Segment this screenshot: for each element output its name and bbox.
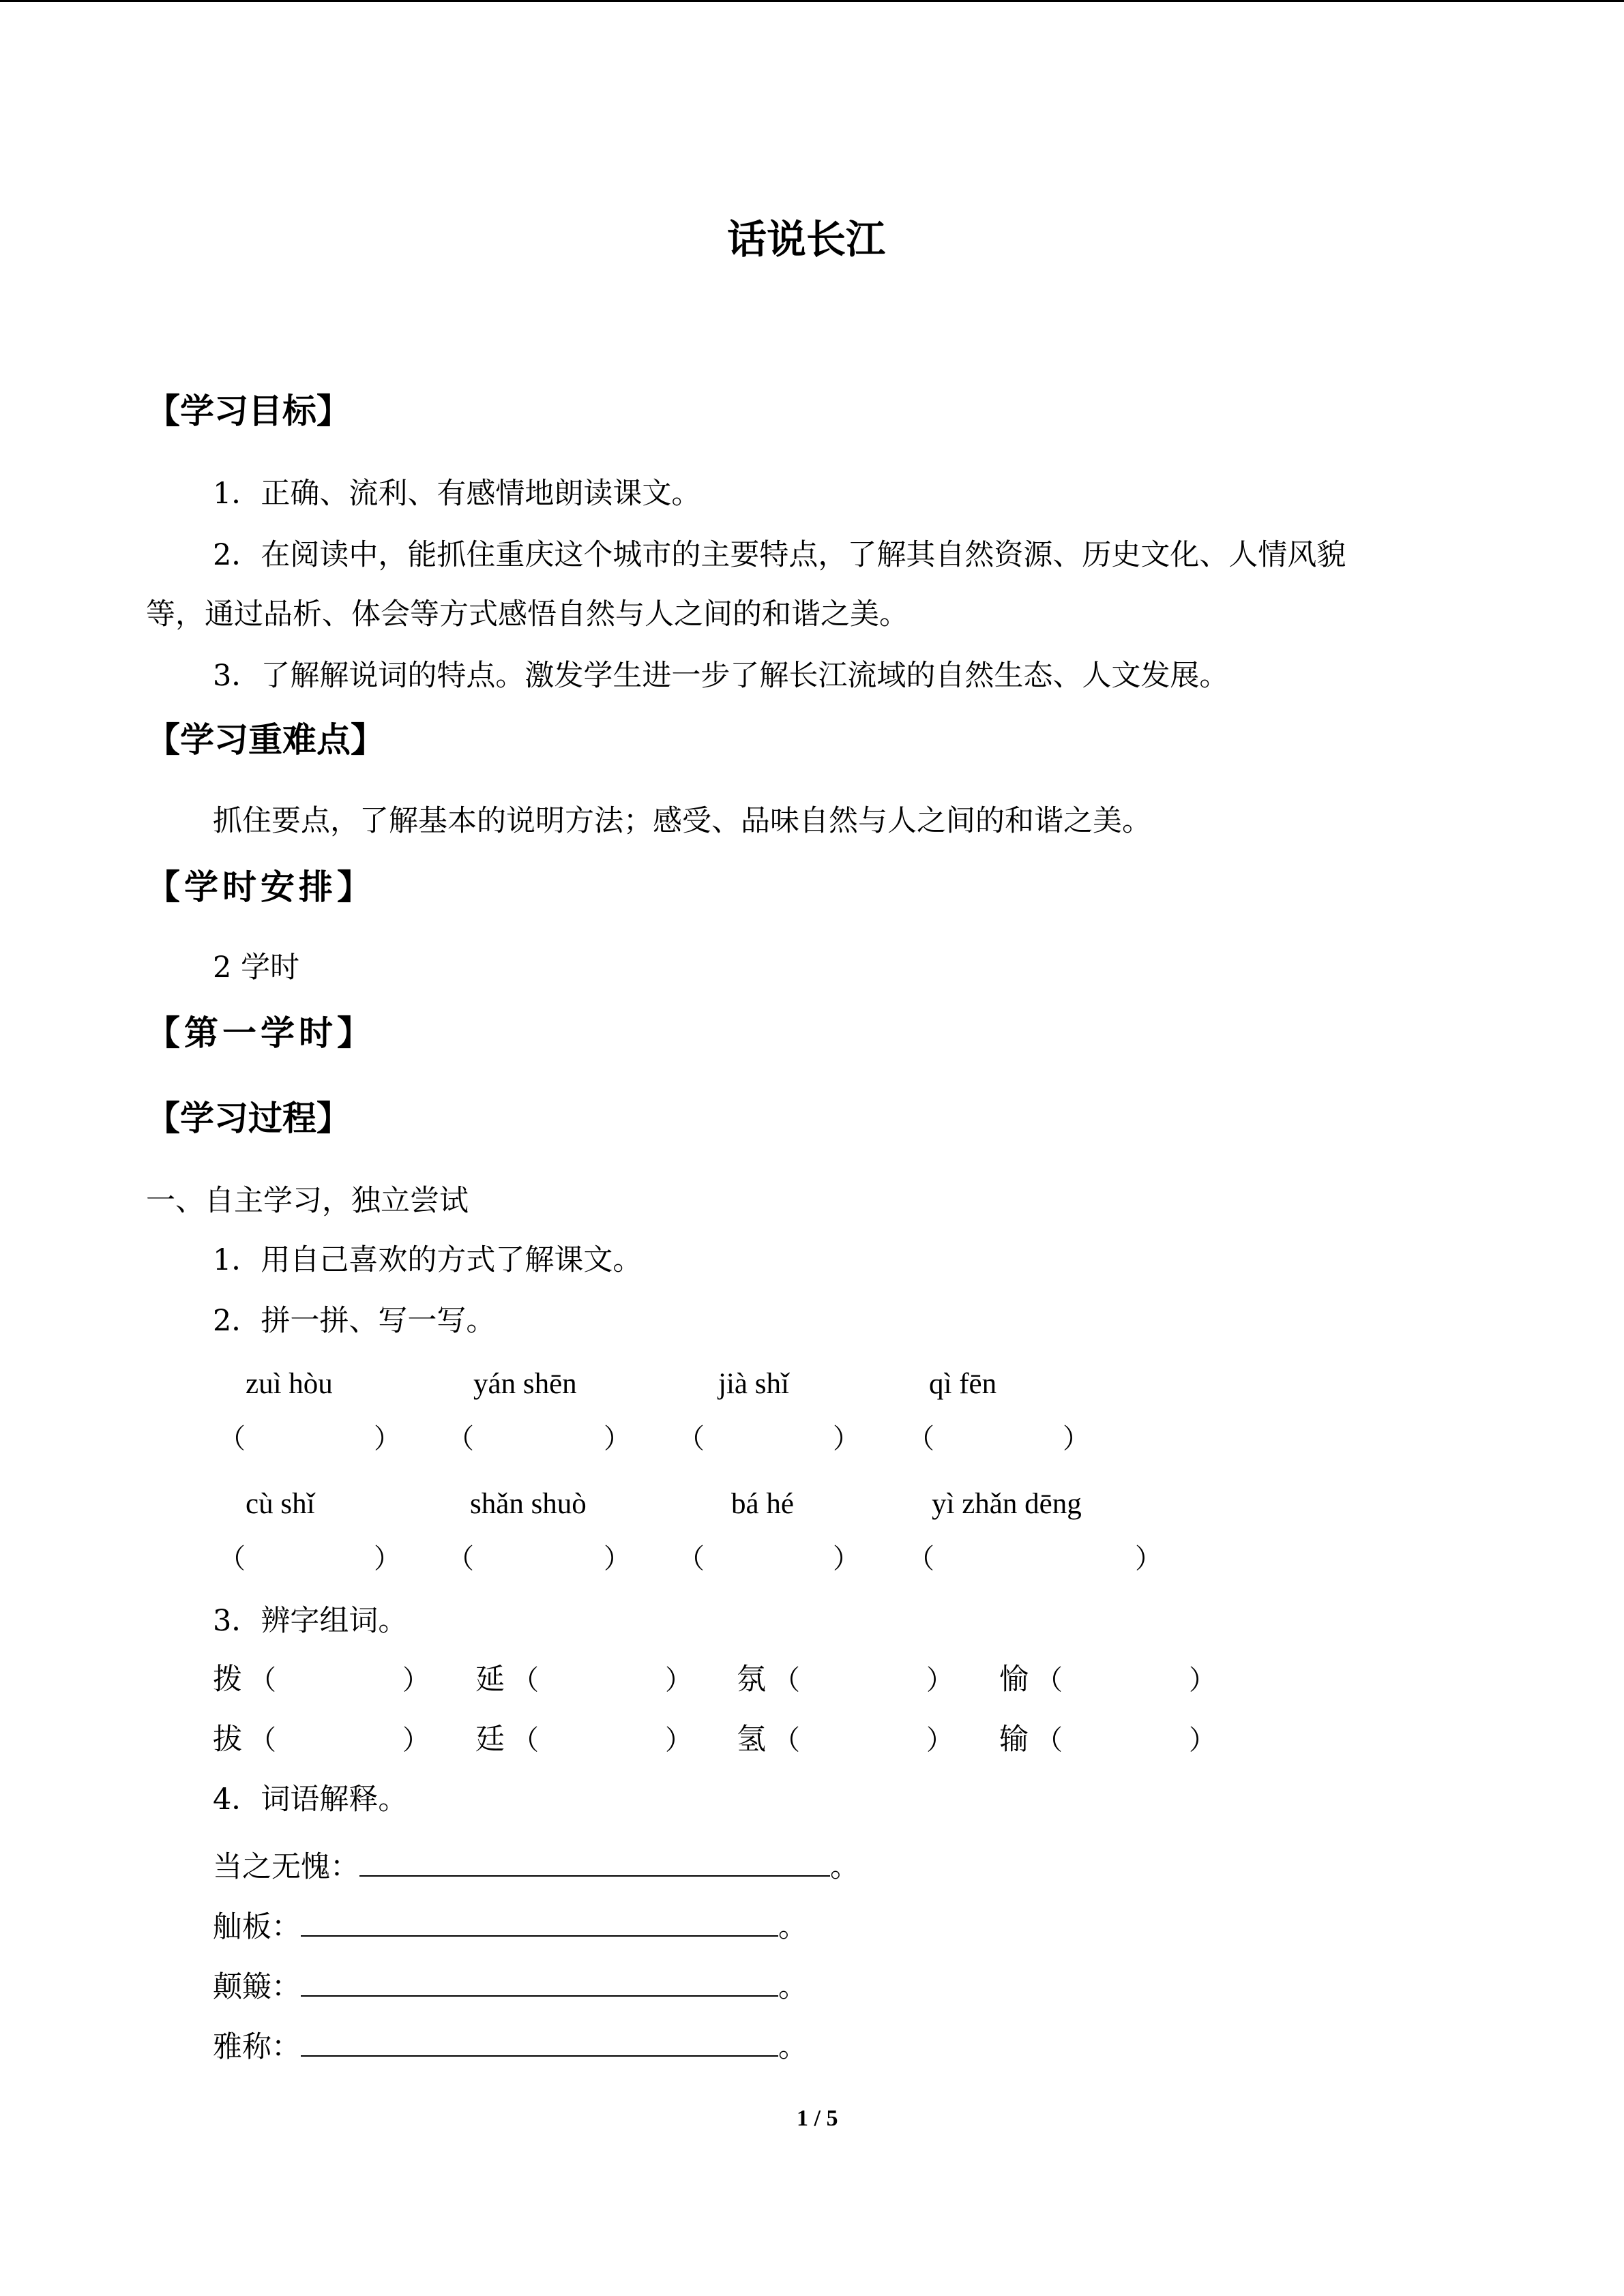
pinyin-item: bá hé xyxy=(731,1488,794,1520)
answer-paren-open: （ xyxy=(218,1423,246,1455)
answer-paren-open: （ xyxy=(907,1543,934,1575)
vocab-term: 舢板： xyxy=(213,1910,301,1944)
vocab-line xyxy=(213,1908,808,1942)
answer-paren-open: （ xyxy=(773,1725,800,1756)
top-border xyxy=(0,0,1624,2)
process-heading: 【学习过程】 xyxy=(146,1099,351,1138)
process-step-3: 3．辨字组词。 xyxy=(213,1604,408,1638)
objectives-heading: 【学习目标】 xyxy=(146,391,351,431)
answer-paren-open: （ xyxy=(512,1665,539,1696)
answer-paren-open: （ xyxy=(1035,1725,1063,1756)
pinyin-item: cù shǐ xyxy=(246,1488,315,1520)
answer-paren-open: （ xyxy=(447,1543,474,1575)
char-item: 氢 xyxy=(737,1723,766,1757)
answer-paren-close: ） xyxy=(1189,1665,1216,1696)
answer-paren-open: （ xyxy=(249,1665,276,1696)
process-step-1: 1．用自己喜欢的方式了解课文。 xyxy=(213,1243,643,1277)
key-points-text: 抓住要点，了解基本的说明方法；感受、品味自然与人之间的和谐之美。 xyxy=(213,804,1151,838)
schedule-text: 2 学时 xyxy=(213,951,300,985)
answer-blank xyxy=(359,1848,830,1877)
vocab-term: 颠簸： xyxy=(213,1970,301,2004)
objective-1: 1．正确、流利、有感情地朗读课文。 xyxy=(213,477,701,511)
pinyin-item: qì fēn xyxy=(929,1368,997,1400)
page-title: 话说长江 xyxy=(727,216,886,263)
pinyin-item: yì zhǎn dēng xyxy=(932,1488,1082,1520)
answer-paren-close: ） xyxy=(665,1665,692,1696)
answer-paren-open: （ xyxy=(773,1665,800,1696)
process-step-2: 2．拼一拼、写一写。 xyxy=(213,1304,496,1338)
answer-paren-close: ） xyxy=(1189,1725,1216,1756)
answer-paren-open: （ xyxy=(512,1725,539,1756)
char-item: 输 xyxy=(999,1723,1029,1757)
schedule-heading: 【学时安排】 xyxy=(146,867,375,907)
vocab-line xyxy=(213,1968,808,2002)
answer-paren-close: ） xyxy=(374,1543,401,1575)
answer-paren-close: ） xyxy=(926,1725,954,1756)
answer-paren-open: （ xyxy=(447,1423,474,1455)
vocab-line xyxy=(213,1848,859,1882)
char-item: 拔 xyxy=(213,1723,242,1757)
answer-paren-open: （ xyxy=(907,1423,934,1455)
answer-paren-open: （ xyxy=(677,1423,705,1455)
answer-paren-close: ） xyxy=(833,1543,860,1575)
pinyin-item: jià shǐ xyxy=(718,1368,789,1400)
answer-paren-close: ） xyxy=(402,1665,430,1696)
answer-paren-open: （ xyxy=(249,1725,276,1756)
objective-2-line1: 2．在阅读中，能抓住重庆这个城市的主要特点，了解其自然资源、历史文化、人情风貌 xyxy=(213,538,1346,572)
answer-blank xyxy=(301,1968,778,1997)
pinyin-item: zuì hòu xyxy=(246,1368,333,1400)
vocab-line xyxy=(213,2028,808,2062)
first-period-heading: 【第一学时】 xyxy=(146,1013,375,1053)
process-step-4: 4．词语解释。 xyxy=(213,1783,408,1817)
answer-paren-close: ） xyxy=(402,1725,430,1756)
vocab-end: 。 xyxy=(778,2030,808,2064)
answer-paren-close: ） xyxy=(926,1665,954,1696)
objective-3: 3．了解解说词的特点。激发学生进一步了解长江流域的自然生态、人文发展。 xyxy=(213,659,1229,693)
pinyin-item: yán shēn xyxy=(473,1368,577,1400)
answer-blank xyxy=(301,1908,778,1937)
vocab-term: 雅称： xyxy=(213,2030,301,2064)
answer-paren-close: ） xyxy=(604,1423,631,1455)
char-item: 氛 xyxy=(737,1663,766,1697)
answer-paren-close: ） xyxy=(833,1423,860,1455)
char-item: 拨 xyxy=(213,1663,242,1697)
char-item: 廷 xyxy=(475,1723,505,1757)
vocab-end: 。 xyxy=(778,1910,808,1944)
answer-paren-close: ） xyxy=(604,1543,631,1575)
objective-2-line2: 等，通过品析、体会等方式感悟自然与人之间的和谐之美。 xyxy=(146,597,909,631)
answer-blank xyxy=(301,2028,778,2057)
char-item: 延 xyxy=(475,1663,505,1697)
key-points-heading: 【学习重难点】 xyxy=(146,720,385,760)
page-number: 1 / 5 xyxy=(797,2106,838,2131)
char-item: 愉 xyxy=(999,1663,1029,1697)
answer-paren-close: ） xyxy=(1135,1543,1162,1575)
vocab-end: 。 xyxy=(778,1970,808,2004)
answer-paren-open: （ xyxy=(1035,1665,1063,1696)
vocab-end: 。 xyxy=(830,1850,859,1884)
answer-paren-close: ） xyxy=(665,1725,692,1756)
answer-paren-open: （ xyxy=(218,1543,246,1575)
answer-paren-open: （ xyxy=(677,1543,705,1575)
answer-paren-close: ） xyxy=(374,1423,401,1455)
answer-paren-close: ） xyxy=(1063,1423,1090,1455)
vocab-term: 当之无愧： xyxy=(213,1850,359,1884)
pinyin-item: shǎn shuò xyxy=(470,1488,587,1520)
process-part-1: 一、自主学习，独立尝试 xyxy=(146,1184,469,1218)
